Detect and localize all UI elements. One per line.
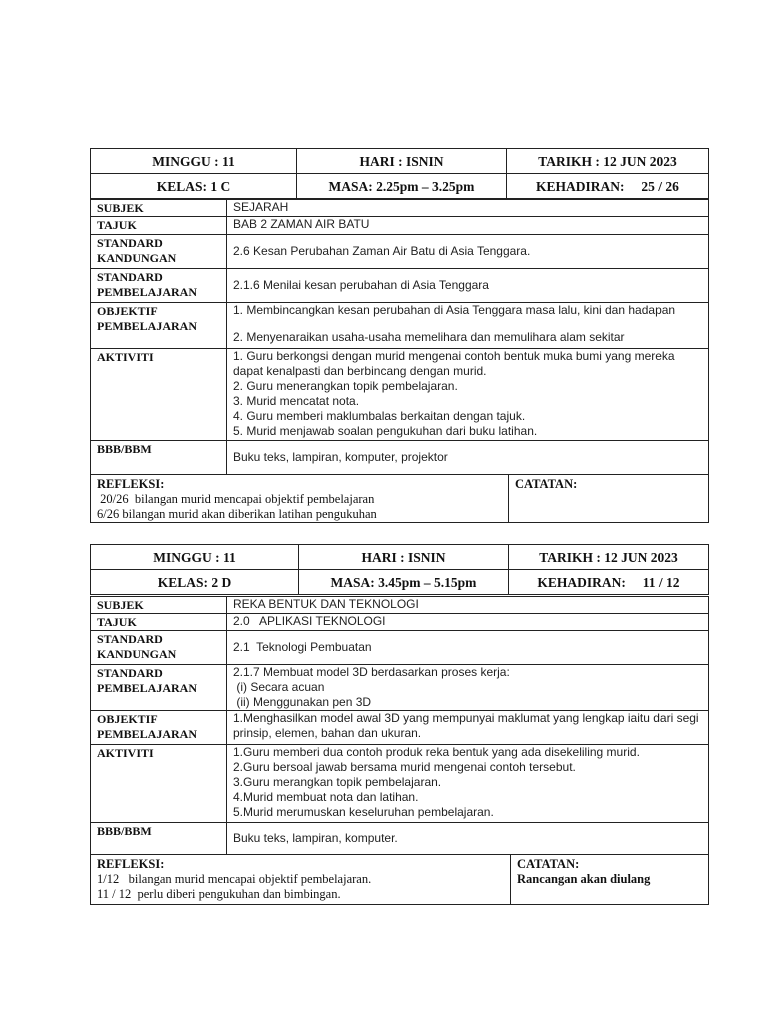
refleksi-label: REFLEKSI: bbox=[97, 857, 165, 871]
objektif-line: 1. Membincangkan kesan perubahan di Asia Tenggara masa lalu, kini dan hadapan bbox=[233, 303, 676, 317]
standard-kandungan-label: STANDARD KANDUNGAN bbox=[91, 235, 227, 269]
catatan-value: Rancangan akan diulang bbox=[517, 872, 651, 886]
objektif-line: 2. Menyenaraikan usaha-usaha memelihara dan memulihara alam sekitar bbox=[233, 330, 625, 344]
kehadiran-cell: KEHADIRAN: 11 / 12 bbox=[509, 570, 709, 595]
refleksi-label: REFLEKSI: bbox=[97, 477, 165, 491]
tarikh-cell: TARIKH : 12 JUN 2023 bbox=[509, 545, 709, 570]
kelas-cell: KELAS: 2 D bbox=[91, 570, 299, 595]
bbb-label: BBB/BBM bbox=[91, 441, 227, 475]
tajuk-label: TAJUK bbox=[91, 614, 227, 631]
catatan-cell bbox=[509, 475, 709, 523]
subjek-value: REKA BENTUK DAN TEKNOLOGI bbox=[227, 597, 709, 614]
masa-cell: MASA: 2.25pm – 3.25pm bbox=[297, 174, 507, 199]
bbb-value: Buku teks, lampiran, komputer. bbox=[227, 823, 709, 855]
kehadiran-cell: KEHADIRAN: 25 / 26 bbox=[507, 174, 709, 199]
objektif-label: OBJEKTIF PEMBELAJARAN bbox=[91, 711, 227, 745]
minggu-cell: MINGGU : 11 bbox=[91, 149, 297, 174]
standard-pembelajaran-label: STANDARD PEMBELAJARAN bbox=[91, 269, 227, 303]
standard-pembelajaran-value bbox=[227, 269, 709, 303]
refleksi-line: 1/12 bilangan murid mencapai objektif pembelajaran. bbox=[97, 872, 372, 886]
objektif-value bbox=[227, 303, 709, 349]
sp-line: 2.1.6 Menilai kesan perubahan di Asia Tenggara bbox=[233, 278, 489, 292]
minggu-cell: MINGGU : 11 bbox=[91, 545, 299, 570]
standard-kandungan-value: 2.1 Teknologi Pembuatan bbox=[227, 631, 709, 665]
sp-line: 2.1.7 Membuat model 3D berdasarkan proses kerja: bbox=[233, 665, 510, 679]
aktiviti-line: 1.Guru memberi dua contoh produk reka bentuk yang ada disekeliling murid. bbox=[233, 745, 640, 759]
refleksi-line: 6/26 bilangan murid akan diberikan latihan pengukuhan bbox=[97, 507, 377, 521]
aktiviti-label: AKTIVITI bbox=[91, 745, 227, 823]
subjek-label: SUBJEK bbox=[91, 597, 227, 614]
tajuk-label: TAJUK bbox=[91, 217, 227, 235]
aktiviti-line: 4.Murid membuat nota dan latihan. bbox=[233, 790, 419, 804]
hari-cell: HARI : ISNIN bbox=[297, 149, 507, 174]
masa-cell: MASA: 3.45pm – 5.15pm bbox=[299, 570, 509, 595]
objektif-value bbox=[227, 711, 709, 745]
tajuk-value: 2.0 APLIKASI TEKNOLOGI bbox=[227, 614, 709, 631]
lesson-plan-1 bbox=[90, 148, 709, 199]
aktiviti-line: 5.Murid merumuskan keseluruhan pembelajaran. bbox=[233, 805, 494, 819]
aktiviti-line: 4. Guru memberi maklumbalas berkaitan dengan tajuk. bbox=[233, 409, 526, 423]
lesson-plan-2-body bbox=[90, 596, 709, 905]
aktiviti-line: 1. Guru berkongsi dengan murid mengenai contoh bentuk muka bumi yang mereka dapat kenalpasti dan berbincang dengan murid. bbox=[233, 349, 675, 378]
bbb-value: Buku teks, lampiran, komputer, projektor bbox=[227, 441, 709, 475]
tajuk-value: BAB 2 ZAMAN AIR BATU bbox=[227, 217, 709, 235]
aktiviti-line: 2.Guru bersoal jawab bersama murid mengenai contoh tersebut. bbox=[233, 760, 576, 774]
standard-kandungan-label: STANDARD KANDUNGAN bbox=[91, 631, 227, 665]
aktiviti-label: AKTIVITI bbox=[91, 349, 227, 441]
tarikh-cell: TARIKH : 12 JUN 2023 bbox=[507, 149, 709, 174]
refleksi-line: 20/26 bilangan murid mencapai objektif pembelajaran bbox=[97, 492, 375, 506]
lesson-plan-1-body bbox=[90, 199, 709, 523]
refleksi-cell bbox=[91, 855, 511, 905]
refleksi-line: 11 / 12 perlu diberi pengukuhan dan bimbingan. bbox=[97, 887, 341, 901]
lesson-plan-2 bbox=[90, 544, 709, 595]
aktiviti-line: 3.Guru merangkan topik pembelajaran. bbox=[233, 775, 442, 789]
catatan-cell bbox=[511, 855, 709, 905]
subjek-value: SEJARAH bbox=[227, 200, 709, 217]
standard-kandungan-value: 2.6 Kesan Perubahan Zaman Air Batu di Asia Tenggara. bbox=[227, 235, 709, 269]
refleksi-cell bbox=[91, 475, 509, 523]
aktiviti-line: 5. Murid menjawab soalan pengukuhan dari buku latihan. bbox=[233, 424, 538, 438]
aktiviti-line: 3. Murid mencatat nota. bbox=[233, 394, 360, 408]
standard-pembelajaran-value bbox=[227, 665, 709, 711]
aktiviti-value bbox=[227, 349, 709, 441]
catatan-label: CATATAN: bbox=[515, 477, 578, 491]
aktiviti-line: 2. Guru menerangkan topik pembelajaran. bbox=[233, 379, 458, 393]
hari-cell: HARI : ISNIN bbox=[299, 545, 509, 570]
objektif-label: OBJEKTIF PEMBELAJARAN bbox=[91, 303, 227, 349]
objektif-line: 1.Menghasilkan model awal 3D yang mempunyai maklumat yang lengkap iaitu dari segi prinsip, elemen, bahan dan ukuran. bbox=[233, 711, 699, 740]
aktiviti-value bbox=[227, 745, 709, 823]
catatan-label: CATATAN: bbox=[517, 857, 580, 871]
kelas-cell: KELAS: 1 C bbox=[91, 174, 297, 199]
sp-line: (i) Secara acuan bbox=[233, 680, 325, 694]
standard-pembelajaran-label: STANDARD PEMBELAJARAN bbox=[91, 665, 227, 711]
subjek-label: SUBJEK bbox=[91, 200, 227, 217]
sp-line: (ii) Menggunakan pen 3D bbox=[233, 695, 372, 709]
bbb-label: BBB/BBM bbox=[91, 823, 227, 855]
